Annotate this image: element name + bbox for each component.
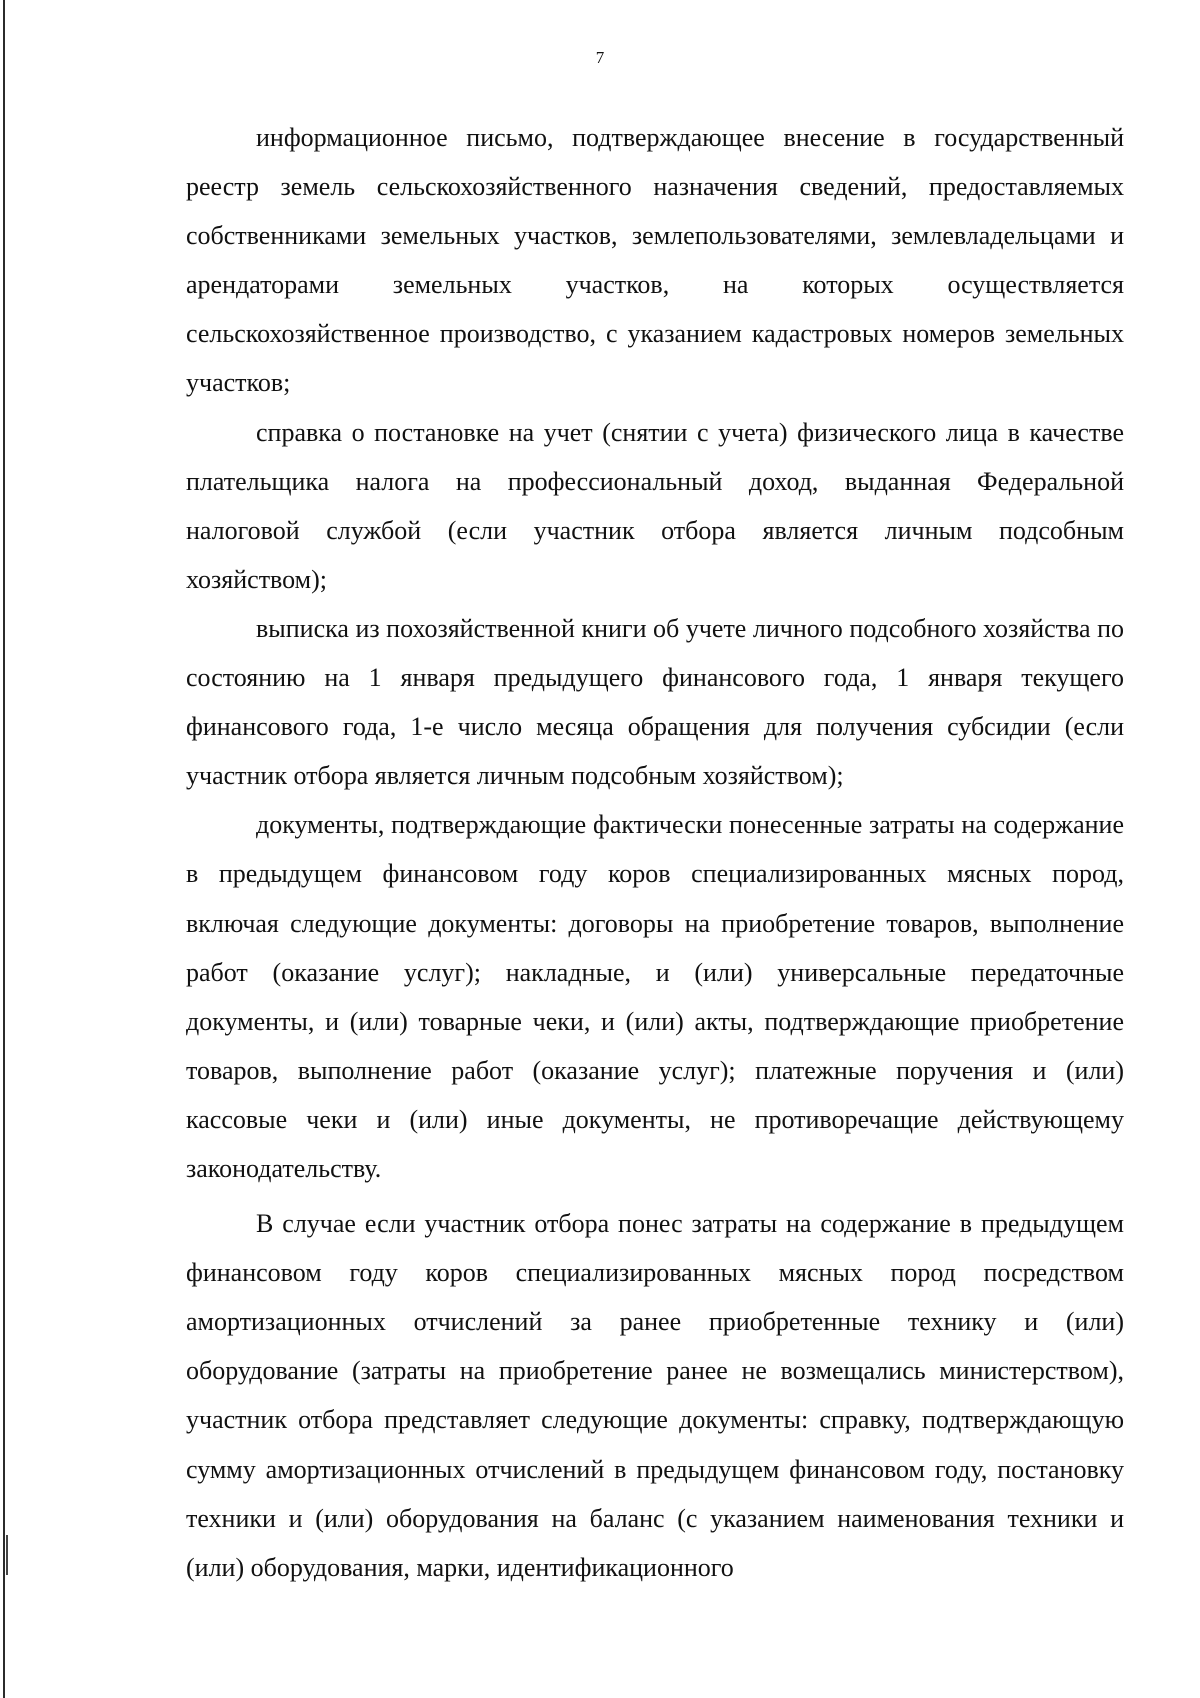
document-body	[186, 113, 1124, 1592]
page-left-edge	[3, 0, 5, 1698]
paragraph-info-letter: информационное письмо, подтверждающее внесение в государственный реестр земель сельскохозяйственного назначения сведений, предоставляемых собственниками земельных участков, землепользователями, землевладельцами и арендаторами земельных участков, на которых осуществляется сельскохозяйственное производство, с указанием кадастровых номеров земельных участков;	[186, 123, 1124, 398]
paragraph-expense-documents: документы, подтверждающие фактически понесенные затраты на содержание в предыдущем финансовом году коров специализированных мясных пород, включая следующие документы: договоры на приобретение товаров, выполнение работ (оказание услуг); накладные, и (или) универсальные передаточные документы, и (или) товарные чеки, и (или) акты, подтверждающие приобретение товаров, выполнение работ (оказание услуг); платежные поручения и (или) кассовые чеки и (или) иные документы, не противоречащие действующему законодательству.	[186, 810, 1124, 1183]
paragraph-household-book-extract: выписка из похозяйственной книги об учете личного подсобного хозяйства по состоянию на 1 января предыдущего финансового года, 1 января текущего финансового года, 1-е число месяца обращения для получения субсидии (если участник отбора является личным подсобным хозяйством);	[186, 613, 1124, 791]
page-number: 7	[595, 48, 605, 67]
paragraph-tax-certificate: справка о постановке на учет (снятии с учета) физического лица в качестве плательщика налога на профессиональный доход, выданная Федеральной налоговой службой (если участник отбора является личным подсобным хозяйством);	[186, 417, 1124, 594]
page-edge-mark	[6, 1535, 8, 1575]
paragraph-depreciation-case: В случае если участник отбора понес затраты на содержание в предыдущем финансовом году коров специализированных мясных пород посредством амортизационных отчислений за ранее приобретенные технику и (или) оборудование (затраты на приобретение ранее не возмещались министерством), участник отбора представляет следующие документы: справку, подтверждающую сумму амортизационных отчислений в предыдущем финансовом году, постановку техники и (или) оборудования на баланс (с указанием наименования техники и (или) оборудования, марки, идентификационного	[186, 1209, 1124, 1582]
